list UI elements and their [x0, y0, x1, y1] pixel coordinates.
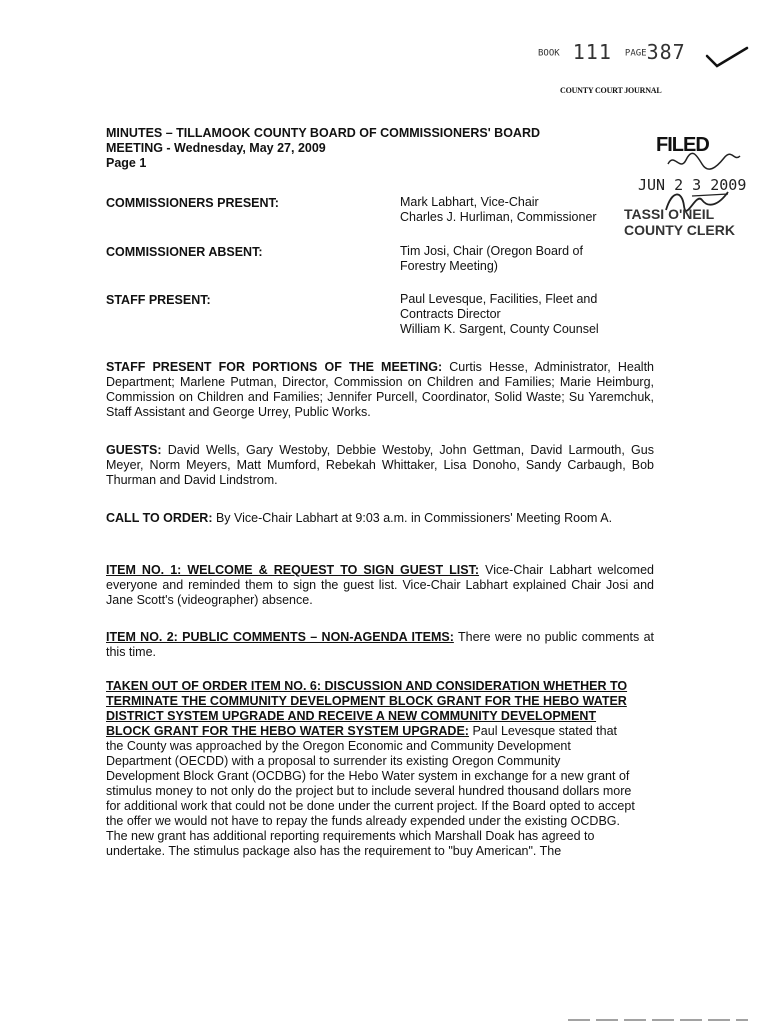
filed-stamp	[622, 134, 762, 242]
item-2-paragraph	[106, 630, 654, 660]
item-1-paragraph	[106, 563, 654, 608]
book-prefix: BOOK	[538, 48, 560, 59]
filed-date: JUN 2 3 2009	[638, 176, 747, 194]
commissioner-absent-list	[400, 244, 583, 274]
item-6-paragraph	[106, 679, 636, 859]
title-line-1: MINUTES – TILLAMOOK COUNTY BOARD OF COMMISSIONERS' BOARD	[106, 126, 540, 140]
item-1-text: Vice-Chair Labhart welcomed everyone and reminded them to sign the guest list. Vice-Chair Labhart explained Chair Josi and Jane Scott's (videographer) absence.	[106, 563, 654, 607]
page-title	[106, 126, 606, 171]
page-prefix: PAGE	[624, 48, 647, 59]
staff-line-2: Contracts Director	[400, 307, 501, 321]
item-2-label: ITEM NO. 2: PUBLIC COMMENTS – NON-AGENDA ITEMS:	[106, 630, 454, 644]
staff-portions-paragraph	[106, 360, 654, 420]
staff-present-list	[400, 292, 599, 337]
filed-label: FILED	[656, 134, 709, 156]
clerk-name: TASSI O'NEIL	[624, 206, 715, 222]
item-1-label: ITEM NO. 1: WELCOME & REQUEST TO SIGN GUEST LIST:	[106, 563, 480, 577]
staff-line-3: William K. Sargent, County Counsel	[400, 322, 599, 336]
filed-signature-icon	[662, 146, 742, 174]
staff-line-1: Paul Levesque, Facilities, Fleet and	[400, 292, 598, 306]
call-to-order-paragraph	[106, 511, 654, 526]
commissioners-present-list	[400, 195, 597, 225]
title-line-2: MEETING - Wednesday, May 27, 2009	[106, 141, 326, 155]
guests-label: GUESTS:	[106, 443, 162, 457]
call-to-order-text: By Vice-Chair Labhart at 9:03 a.m. in Commissioners' Meeting Room A.	[215, 511, 613, 525]
absent-line-2: Forestry Meeting)	[400, 259, 498, 273]
commissioner-absent-label: COMMISSIONER ABSENT:	[106, 245, 263, 259]
page-number: 387	[646, 40, 686, 64]
footer-divider	[568, 1018, 748, 1022]
present-name-2: Charles J. Hurliman, Commissioner	[400, 210, 597, 224]
staff-portions-text: Curtis Hesse, Administrator, Health Department; Marlene Putman, Director, Commission on Children and Families; Marie Heimburg, Commission on Children and Families; Jennifer Purcell, Coordinator, Solid Waste; Su Yaremchuk, Staff Assistant and George Urrey, Public Works.	[106, 360, 654, 419]
staff-portions-label: STAFF PRESENT FOR PORTIONS OF THE MEETING:	[106, 360, 443, 374]
staff-present-label: STAFF PRESENT:	[106, 293, 211, 307]
county-court-journal-label: COUNTY COURT JOURNAL	[560, 86, 662, 95]
call-to-order-label: CALL TO ORDER:	[106, 511, 213, 525]
checkmark-icon	[705, 44, 749, 70]
title-line-3: Page 1	[106, 156, 147, 170]
clerk-title: COUNTY CLERK	[624, 222, 735, 238]
book-page-stamp	[538, 40, 686, 64]
absent-line-1: Tim Josi, Chair (Oregon Board of	[400, 244, 583, 258]
item-6-label: TAKEN OUT OF ORDER ITEM NO. 6: DISCUSSION AND CONSIDERATION WHETHER TO TERMINATE THE COMMUNITY DEVELOPMENT BLOCK GRANT FOR THE HEBO WATER DISTRICT SYSTEM UPGRADE AND RECEIVE A NEW COMMUNITY DEVELOPMENT BLOCK GRANT FOR THE HEBO WATER SYSTEM UPGRADE:	[106, 679, 628, 738]
item-6-text: Paul Levesque stated that the County was approached by the Oregon Economic and Community Development Department (OECDD) with a proposal to surrender its existing Oregon Community Development Block Grant (OCDBG) for the Hebo Water system in exchange for a new grant of stimulus money to not only do the project but to include several hundred thousand dollars more for additional work that could not be done under the current project. If the Board opted to accept the offer we would not have to repay the funds already expended under the existing OCDBG. The new grant has additional reporting requirements which Marshall Doak has agreed to undertake. The stimulus package also has the requirement to "buy American". The	[106, 724, 635, 858]
guests-text: David Wells, Gary Westoby, Debbie Westoby, John Gettman, David Larmouth, Gus Meyer, Norm Meyers, Matt Mumford, Rebekah Whittaker, Lisa Donoho, Sandy Carbaugh, Bob Thurman and David Lindstrom.	[106, 443, 654, 487]
item-2-text: There were no public comments at this time.	[106, 630, 654, 659]
book-number: 111	[572, 40, 612, 64]
present-name-1: Mark Labhart, Vice-Chair	[400, 195, 539, 209]
guests-paragraph	[106, 443, 654, 488]
commissioners-present-label: COMMISSIONERS PRESENT:	[106, 196, 279, 210]
